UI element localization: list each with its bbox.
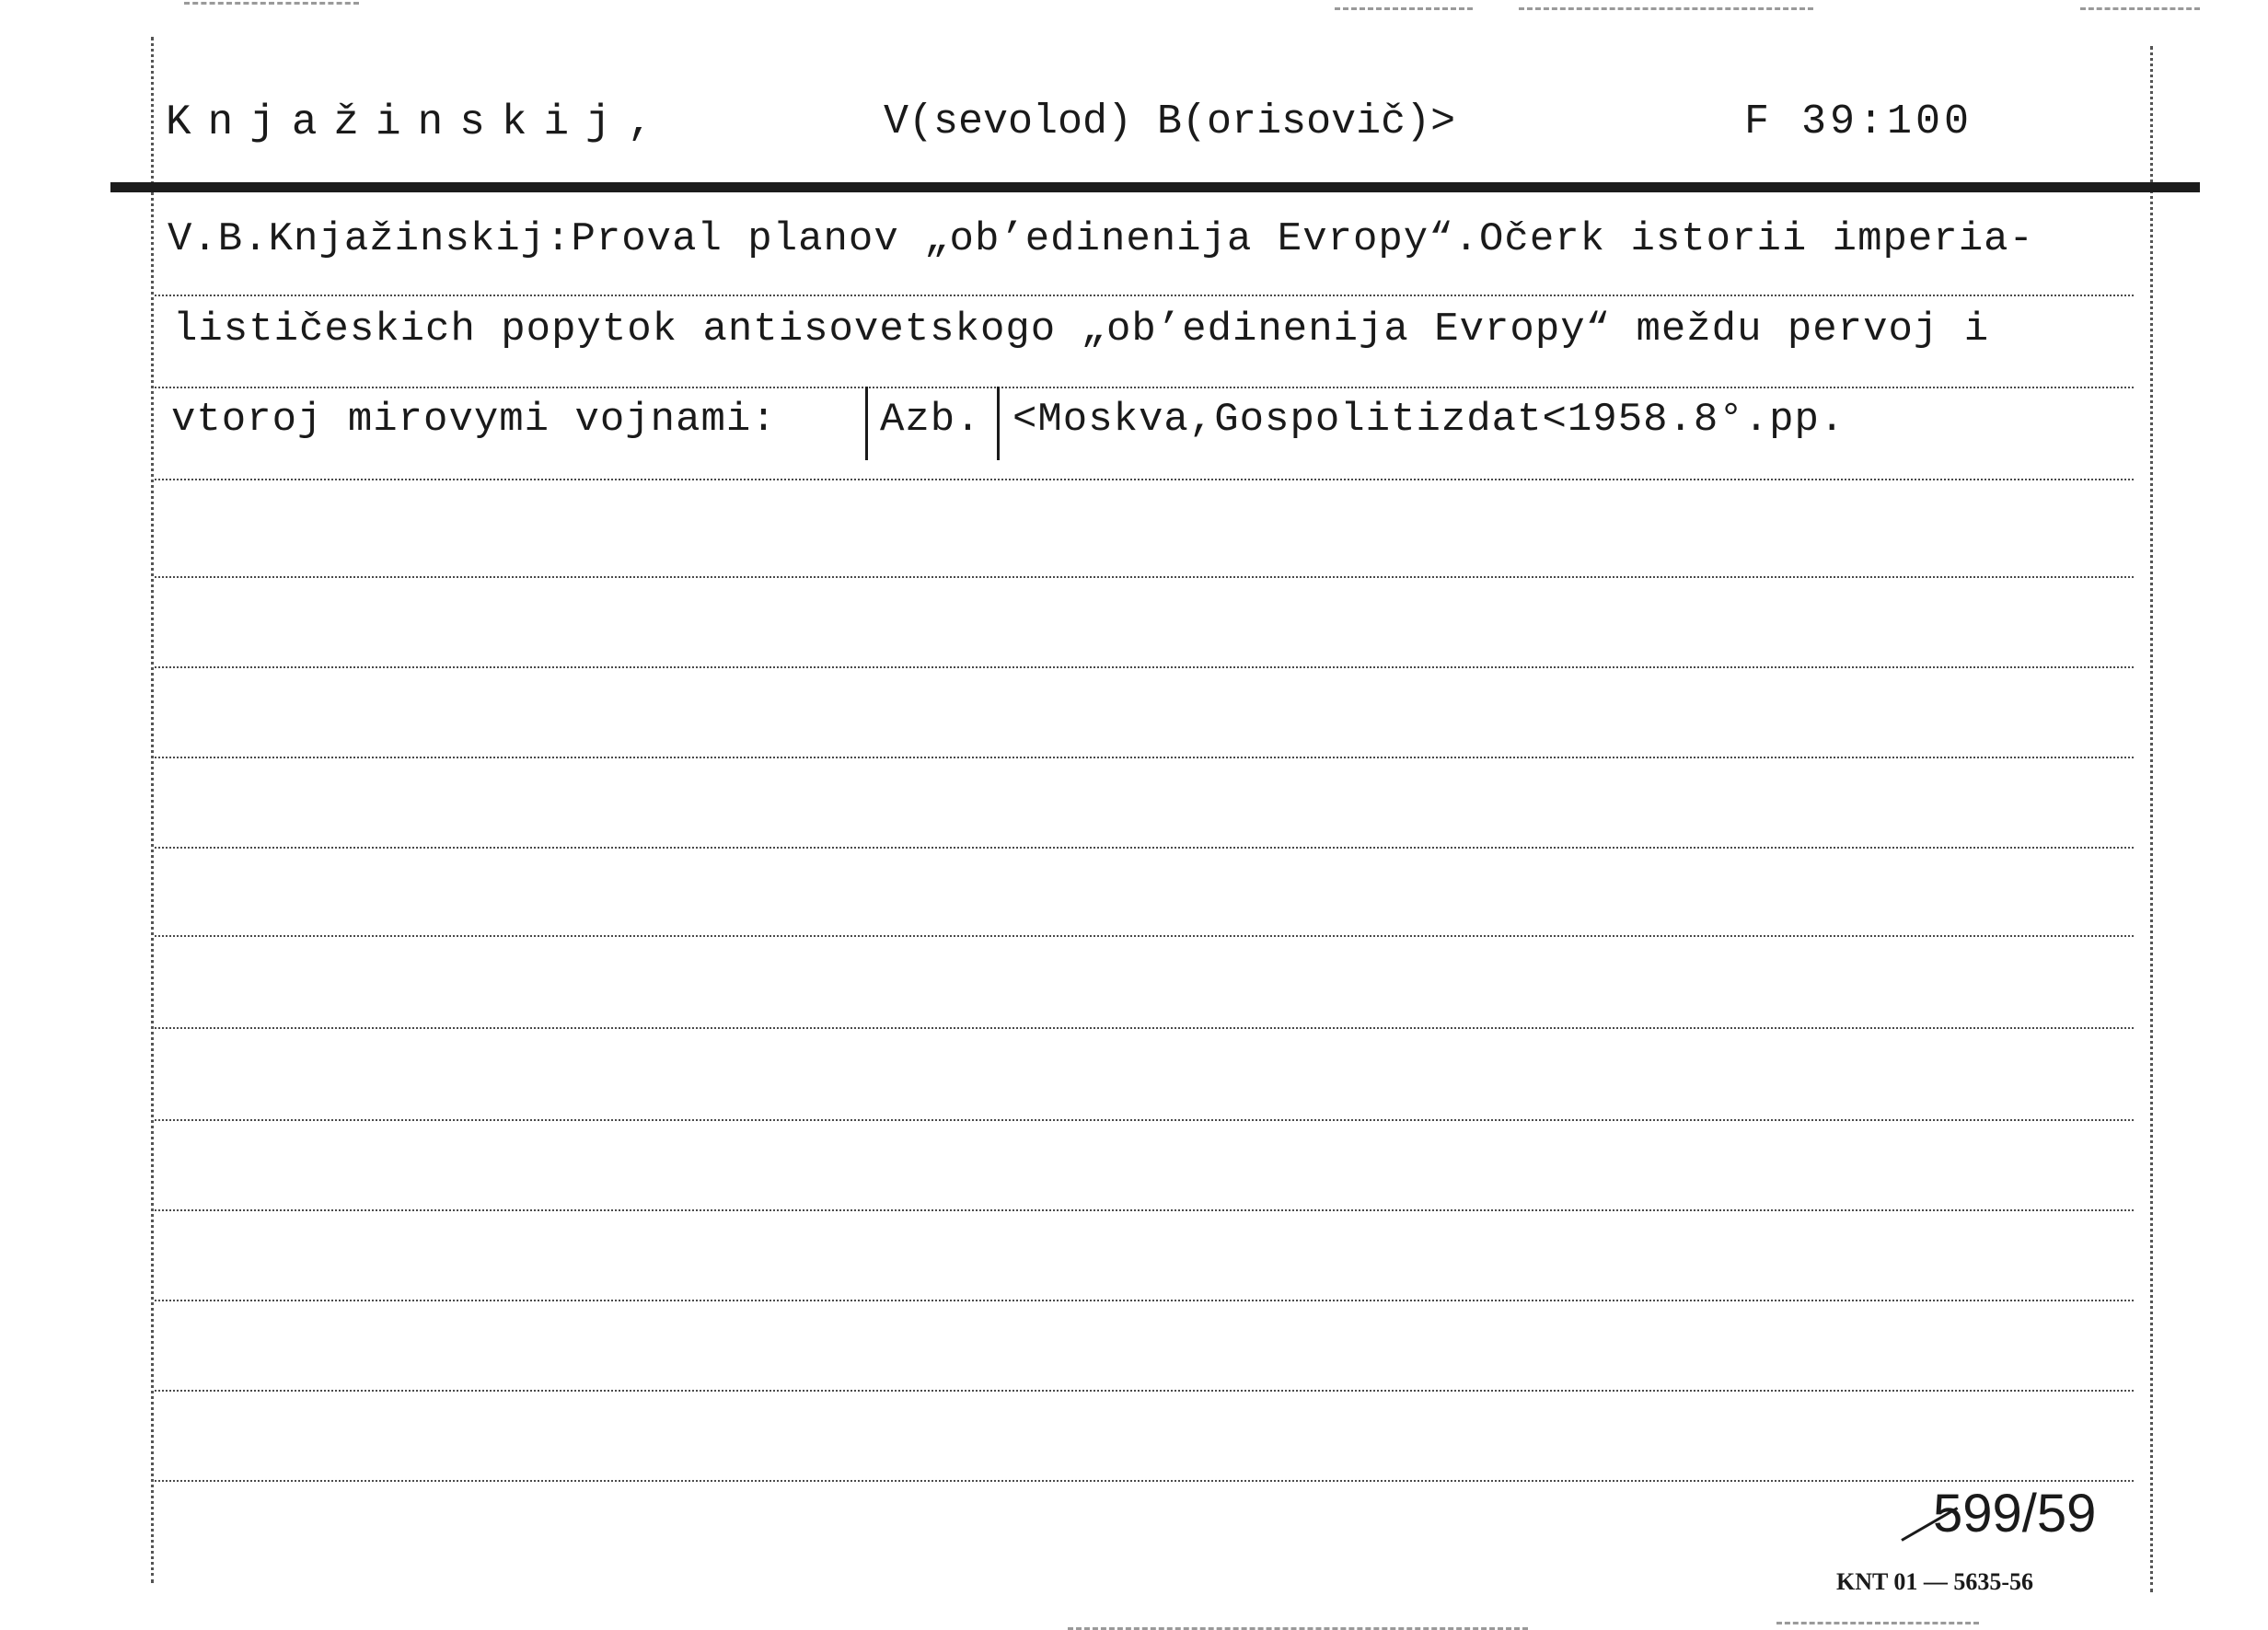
ruled-line	[155, 1300, 2134, 1301]
scan-edge-mark	[1519, 7, 1813, 10]
script-label: Azb.	[880, 397, 981, 443]
accession-number: 599/59	[1933, 1484, 2097, 1543]
ruled-line	[155, 847, 2134, 849]
scan-edge-mark	[1335, 7, 1473, 10]
ruled-line	[155, 576, 2134, 578]
author-given-names: V(sevolod) B(orisovič)>	[884, 98, 1456, 145]
author-surname: Knjažinskij,	[166, 98, 670, 146]
ruled-line	[155, 1027, 2134, 1029]
shelf-signature: F 39:100	[1744, 98, 1973, 145]
scan-edge-mark	[1776, 1622, 1979, 1624]
entry-line-1: V.B.Knjažinskij:Proval planov „ob’edinenija Evropy“.Očerk istorii imperia-	[168, 216, 2034, 262]
ruled-line	[155, 387, 2134, 388]
entry-line-2: lističeskich popytok antisovetskogo „ob’edinenija Evropy“ meždu pervoj i	[173, 306, 1990, 353]
ruled-line	[155, 1480, 2134, 1482]
ruled-line	[155, 666, 2134, 668]
form-code: KNT 01 — 5635-56	[1836, 1568, 2034, 1595]
card-left-border	[151, 37, 154, 1583]
heading-rule	[110, 182, 2200, 192]
ruled-line	[155, 1390, 2134, 1392]
card-right-border	[2150, 46, 2153, 1592]
entry-line-3-end: <Moskva,Gospolitizdat<1958.8°.pp.	[1012, 397, 1846, 443]
entry-line-3-start: vtoroj mirovymi vojnami:	[171, 397, 777, 443]
ruled-line	[155, 1119, 2134, 1121]
ruled-line	[155, 295, 2134, 296]
scan-edge-mark	[184, 2, 359, 5]
scan-edge-mark	[2080, 7, 2200, 10]
ruled-line	[155, 479, 2134, 480]
ruled-line	[155, 1209, 2134, 1211]
ruled-line	[155, 935, 2134, 937]
ruled-line	[155, 757, 2134, 758]
